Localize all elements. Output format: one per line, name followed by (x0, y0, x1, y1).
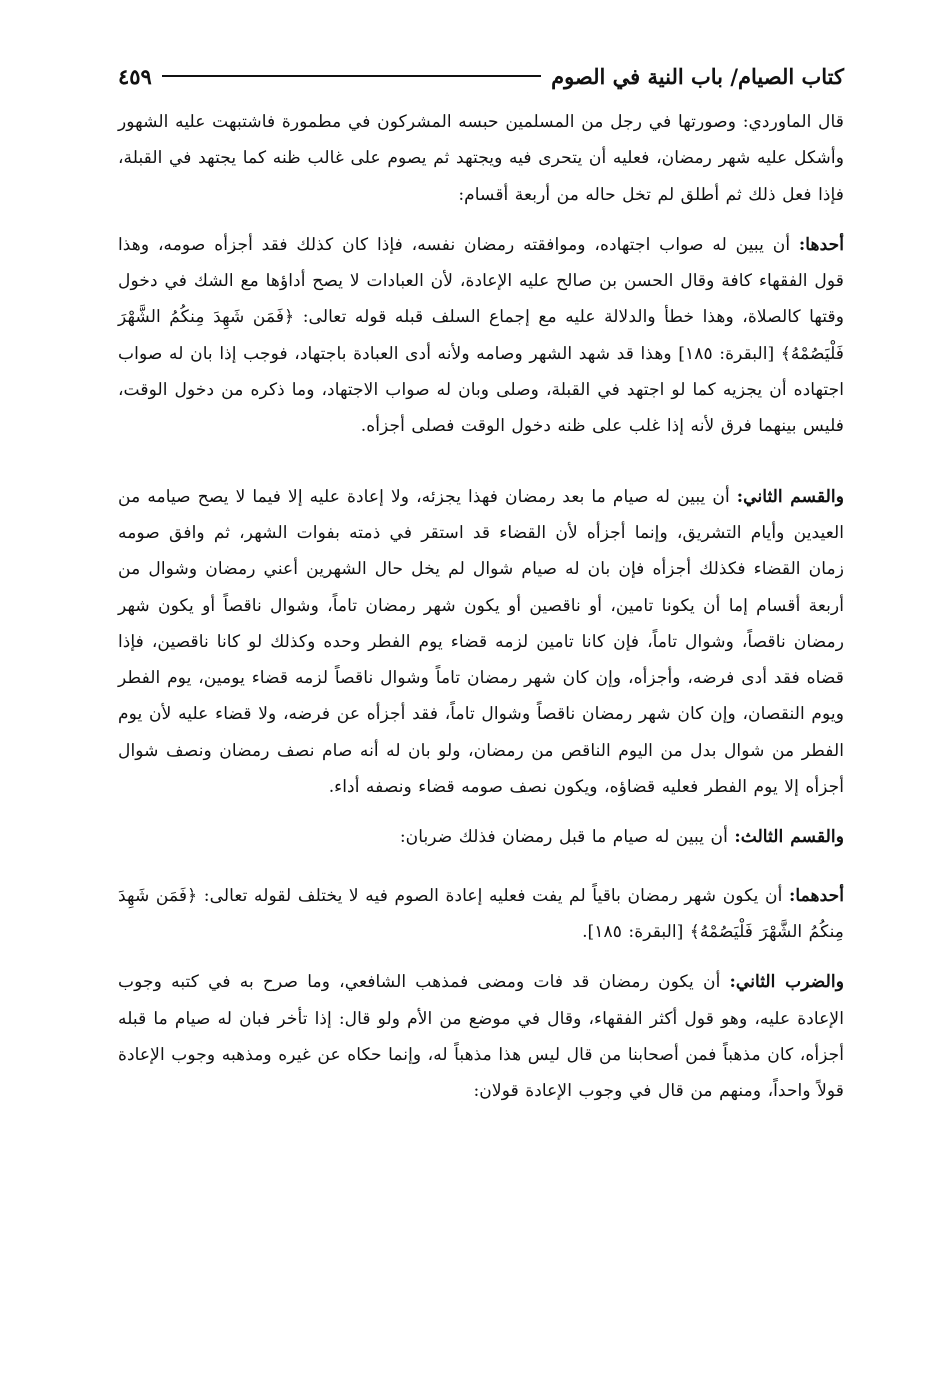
paragraph-first-case (118, 227, 844, 445)
paragraph-second-case (118, 479, 844, 806)
page-header (118, 60, 844, 92)
paragraph-text: أن يبين له صيام ما قبل رمضان فذلك ضربان: (399, 827, 735, 848)
paragraph-gap (118, 213, 844, 227)
body-text (118, 104, 844, 1109)
paragraph-lead: أحدهما: (788, 885, 844, 906)
paragraph-text: أن يبين له صواب اجتهاده، وموافقته رمضان نفسه، فإذا كان كذلك فقد أجزأه صومه، وهذا قول الفقهاء كافة وقال الحسن بن صالح عليه الإعادة، لأن العبادات لا يصح أداؤها مع الشك في دخول وقتها كالصلاة، وهذا خطأ والدلالة عليه مع إجماع السلف قبله قوله تعالى: ﴿فَمَن شَهِدَ مِنكُمُ الشَّهْرَ فَلْيَصُمْهُ﴾ [البقرة: ١٨٥] وهذا قد شهد الشهر وصامه ولأنه أدى العبادة باجتهاد، فوجب إذا بان له صواب اجتهاده أن يجزيه كما لو اجتهد في القبلة، وصلى وبان له صواب الاجتهاد، وما ذكره من دخول الوقت، فليس بينهما فرق لأنه إذا غلب على ظنه دخول الوقت فصلى أجزأه. (118, 234, 844, 437)
paragraph-intro (118, 104, 844, 213)
paragraph-gap (118, 805, 844, 819)
paragraph-gap (118, 445, 844, 479)
paragraph-third-case (118, 819, 844, 855)
paragraph-second-kind (118, 964, 844, 1109)
running-head: كتاب الصيام/ باب النية في الصوم (551, 63, 844, 89)
paragraph-lead: والقسم الثاني: (736, 486, 844, 507)
paragraph-lead: أحدها: (798, 234, 844, 255)
paragraph-lead: والضرب الثاني: (729, 972, 844, 993)
paragraph-gap (118, 950, 844, 964)
header-rule (162, 75, 541, 77)
paragraph-lead: والقسم الثالث: (734, 827, 844, 848)
paragraph-text: أن يكون شهر رمضان باقياً لم يفت فعليه إعادة الصوم فيه لا يختلف لقوله تعالى: ﴿فَمَن شَهِدَ مِنكُمُ الشَّهْرَ فَلْيَصُمْهُ﴾ [البقرة: ١٨٥]. (118, 885, 844, 942)
paragraph-first-kind (118, 878, 844, 951)
paragraph-gap (118, 856, 844, 878)
page-number: ٤٥٩ (118, 63, 152, 89)
paragraph-text: أن يبين له صيام ما بعد رمضان فهذا يجزئه، ولا إعادة عليه إلا فيما لا يصح صيامه من العيدين وأيام التشريق، وإنما أجزأه لأن القضاء قد استقر في ذمته بفوات الشهر، ثم وافق صومه زمان القضاء فكذلك أجزأه فإن بان له صيام شوال لم يخل حال الشهرين أعني رمضان وشوال من أربعة أقسام إما أن يكونا تامين، أو ناقصين أو يكون شهر رمضان تاماً، وشوال ناقصاً أو يكون شهر رمضان ناقصاً، وشوال تاماً، فإن كانا تامين لزمه قضاء يوم الفطر وحده وكذلك لو كانا ناقصين، فإذا قضاه فقد أدى فرضه، وأجزأه، وإن كان شهر رمضان تاماً وشوال ناقصاً لزمه قضاء يومين، يوم الفطر ويوم النقصان، وإن كان شهر رمضان ناقصاً وشوال تاماً، فقد أجزأه عن فرضه، ولا قضاء عليه لأن يوم الفطر من شوال بدل من اليوم الناقص من رمضان، ولو بان له أنه صام نصف رمضان ونصف شوال أجزأه إلا يوم الفطر فعليه قضاؤه، ويكون نصف صومه قضاء ونصفه أداء. (118, 486, 844, 798)
paragraph-text: أن يكون رمضان قد فات ومضى فمذهب الشافعي، وما صرح به في كتبه وجوب الإعادة عليه، وهو قول أكثر الفقهاء، وقال في موضع من الأم ولو قال: إذا تأخر فبان له صيام ما قبله أجزأه، كان مذهباً فمن أصحابنا من قال ليس هذا مذهباً له، وإنما حكاه عن غيره ومذهبه وجوب الإعادة قولاً واحداً، ومنهم من قال في وجوب الإعادة قولان: (118, 972, 844, 1102)
paragraph-text: قال الماوردي: وصورتها في رجل من المسلمين حبسه المشركون في مطمورة فاشتبهت عليه الشهور وأشكل عليه شهر رمضان، فعليه أن يتحرى فيه ويجتهد ثم يصوم على غالب ظنه كما يجتهد في القبلة، فإذا فعل ذلك ثم أطلق لم تخل حاله من أربعة أقسام: (118, 112, 844, 205)
